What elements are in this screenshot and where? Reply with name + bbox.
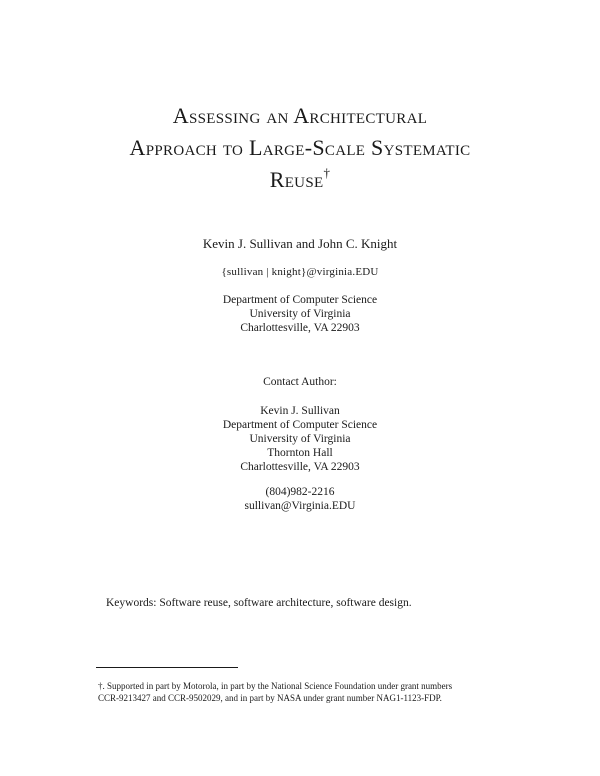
title-line-3 [40, 164, 560, 196]
title-line-2: Approach to Large-Scale Systematic [129, 135, 471, 160]
title-footnote-mark: † [323, 165, 331, 180]
footnote [98, 680, 518, 704]
footnote-divider [96, 667, 238, 668]
contact-university: University of Virginia [249, 433, 351, 445]
contact-email: sullivan@Virginia.EDU [244, 500, 356, 512]
contact-city: Charlottesville, VA 22903 [240, 461, 360, 473]
title-line-1: Assessing an Architectural [172, 103, 428, 128]
contact-name: Kevin J. Sullivan [260, 405, 340, 417]
authors: Kevin J. Sullivan and John C. Knight [202, 236, 398, 251]
footnote-line-1: †. Supported in part by Motorola, in part by the National Science Foundation under grant numbers [98, 681, 453, 691]
paper-title [40, 100, 560, 196]
keywords: Keywords: Software reuse, software architecture, software design. [106, 597, 412, 609]
contact-block [0, 404, 600, 474]
affiliation-city: Charlottesville, VA 22903 [240, 322, 360, 334]
title-line-3-text: Reuse [269, 167, 324, 192]
affiliation-block [0, 293, 600, 335]
affiliation-department: Department of Computer Science [222, 294, 378, 306]
contact-building: Thornton Hall [267, 447, 333, 459]
contact-phone: (804)982-2216 [265, 486, 335, 498]
footnote-line-2: CCR-9213427 and CCR-9502029, and in part by NASA under grant number NAG1-1123-FDP. [98, 693, 442, 703]
contact-details [0, 485, 600, 513]
contact-author-label: Contact Author: [263, 376, 337, 388]
affiliation-university: University of Virginia [249, 308, 351, 320]
contact-department: Department of Computer Science [222, 419, 378, 431]
author-emails: {sullivan | knight}@virginia.EDU [221, 266, 379, 278]
